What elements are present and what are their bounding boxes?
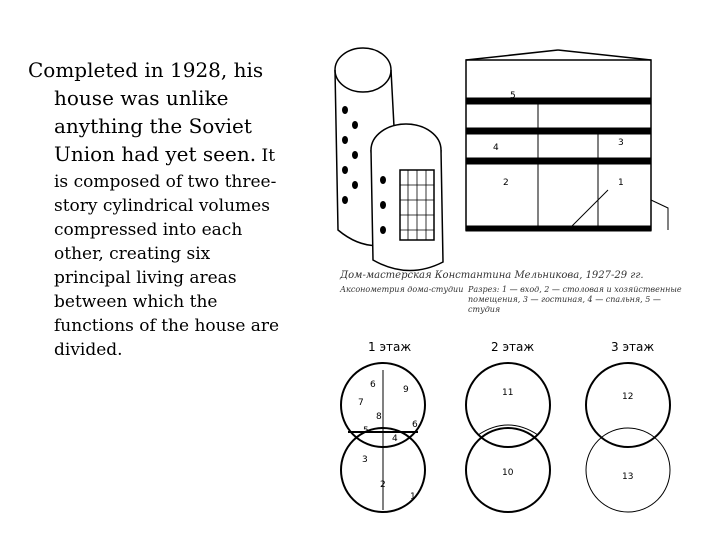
plan1-n2: 2: [380, 480, 386, 490]
caption-title: Дом-мастерская Константина Мельникова, 1927-29 гг.: [340, 270, 644, 281]
caption-right: Разрез: 1 — вход, 2 — столовая и хозяйственные помещения, 3 — гостиная, 4 — спальня, 5 — студия: [468, 285, 682, 314]
svg-text:2: 2: [503, 178, 509, 188]
svg-text:1: 1: [618, 178, 624, 188]
plan1-n4: 4: [392, 434, 398, 444]
plan1-n1: 1: [410, 492, 416, 502]
text-line-2: house was unlike: [54, 86, 229, 110]
text-line-7: compressed into each: [54, 220, 243, 240]
floor-3-label: 3 этаж: [611, 340, 655, 354]
plan1-n7: 7: [358, 398, 364, 408]
plan1-n9: 9: [403, 385, 409, 395]
floor-2-label: 2 этаж: [491, 340, 535, 354]
floor-1-label: 1 этаж: [368, 340, 412, 354]
melnikov-house-figure: [328, 30, 708, 520]
plan3-n13: 13: [622, 472, 634, 482]
text-line-12: divided.: [54, 340, 123, 360]
text-line-5: is composed of two three-: [54, 172, 277, 192]
text-line-10: between which the: [54, 292, 218, 312]
caption-left: Аксонометрия дома-студии: [340, 285, 464, 294]
plan1-n8: 8: [376, 412, 382, 422]
plan1-n3: 3: [362, 455, 368, 465]
plan-numbers: [328, 30, 708, 520]
svg-text:5: 5: [510, 91, 516, 101]
text-line-8: other, creating six: [54, 244, 211, 264]
text-line-11: functions of the house are: [54, 316, 280, 336]
text-line-4a: Union had yet seen.: [54, 142, 257, 166]
svg-text:3: 3: [618, 138, 624, 148]
text-line-1: Completed in 1928, his: [28, 58, 264, 82]
plan2-n10: 10: [502, 468, 514, 478]
plan3-n12: 12: [622, 392, 634, 402]
text-line-4: [28, 140, 313, 170]
text-line-9: principal living areas: [54, 268, 237, 288]
text-line-6: story cylindrical volumes: [54, 196, 270, 216]
slide-text: [28, 56, 313, 362]
text-line-4b: It: [256, 146, 276, 166]
plan1-n6b: 6: [412, 420, 418, 430]
svg-text:4: 4: [493, 143, 499, 153]
plan1-n5: 5: [363, 426, 369, 436]
plan1-n6a: 6: [370, 380, 376, 390]
plan2-n11: 11: [502, 388, 514, 398]
text-line-3: anything the Soviet: [54, 114, 252, 138]
